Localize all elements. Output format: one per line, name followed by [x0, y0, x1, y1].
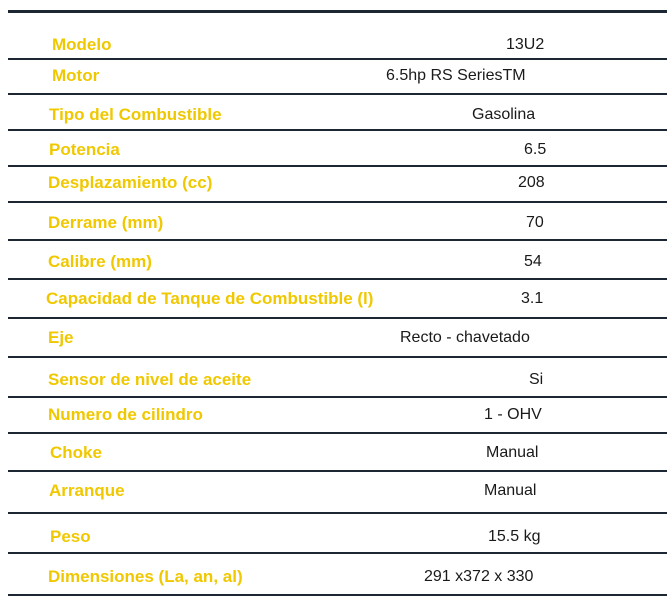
spec-label: Sensor de nivel de aceite [48, 370, 252, 389]
spec-row-eje [8, 319, 667, 358]
spec-label: Derrame (mm) [48, 213, 164, 232]
spec-row-derrame [8, 203, 667, 241]
spec-row-sensor-aceite [8, 358, 667, 398]
spec-row-modelo [8, 13, 667, 60]
spec-value: Manual [484, 482, 537, 499]
spec-value: 291 x372 x 330 [424, 568, 534, 585]
spec-value: 15.5 kg [488, 528, 541, 545]
spec-label: Calibre (mm) [48, 252, 152, 271]
spec-row-motor [8, 60, 667, 95]
spec-row-calibre [8, 241, 667, 280]
spec-value: 208 [518, 174, 545, 191]
spec-label: Arranque [49, 481, 125, 500]
spec-value: Si [529, 371, 544, 388]
spec-label: Dimensiones (La, an, al) [48, 567, 243, 586]
spec-table [8, 0, 667, 605]
spec-row-numero-cilindro [8, 398, 667, 434]
spec-value: Gasolina [472, 106, 536, 123]
spec-value: 13U2 [506, 36, 545, 53]
spec-value: 1 - OHV [484, 406, 542, 423]
spec-label: Eje [48, 328, 74, 347]
spec-label: Modelo [52, 35, 112, 54]
spec-value: 3.1 [521, 290, 544, 307]
spec-row-capacidad-tanque [8, 280, 667, 319]
spec-label: Choke [50, 443, 102, 462]
spec-value: Manual [486, 444, 539, 461]
spec-label: Numero de cilindro [48, 405, 203, 424]
spec-value: Recto - chavetado [400, 329, 530, 346]
spec-row-dimensiones [8, 554, 667, 596]
spec-row-choke [8, 434, 667, 472]
spec-row-arranque [8, 472, 667, 514]
spec-value: 70 [526, 214, 544, 231]
spec-label: Desplazamiento (cc) [48, 173, 213, 192]
spec-label: Tipo del Combustible [49, 105, 222, 124]
spec-row-tipo-combustible [8, 95, 667, 131]
spec-label: Potencia [49, 140, 120, 159]
spec-row-potencia [8, 131, 667, 167]
spec-label: Motor [52, 66, 100, 85]
spec-row-desplazamiento [8, 167, 667, 203]
spec-label: Capacidad de Tanque de Combustible (l) [46, 289, 374, 308]
spec-value: 54 [524, 253, 542, 270]
spec-label: Peso [50, 527, 91, 546]
spec-value: 6.5hp RS SeriesTM [386, 67, 526, 84]
spec-row-peso [8, 514, 667, 554]
spec-value: 6.5 [524, 141, 547, 158]
